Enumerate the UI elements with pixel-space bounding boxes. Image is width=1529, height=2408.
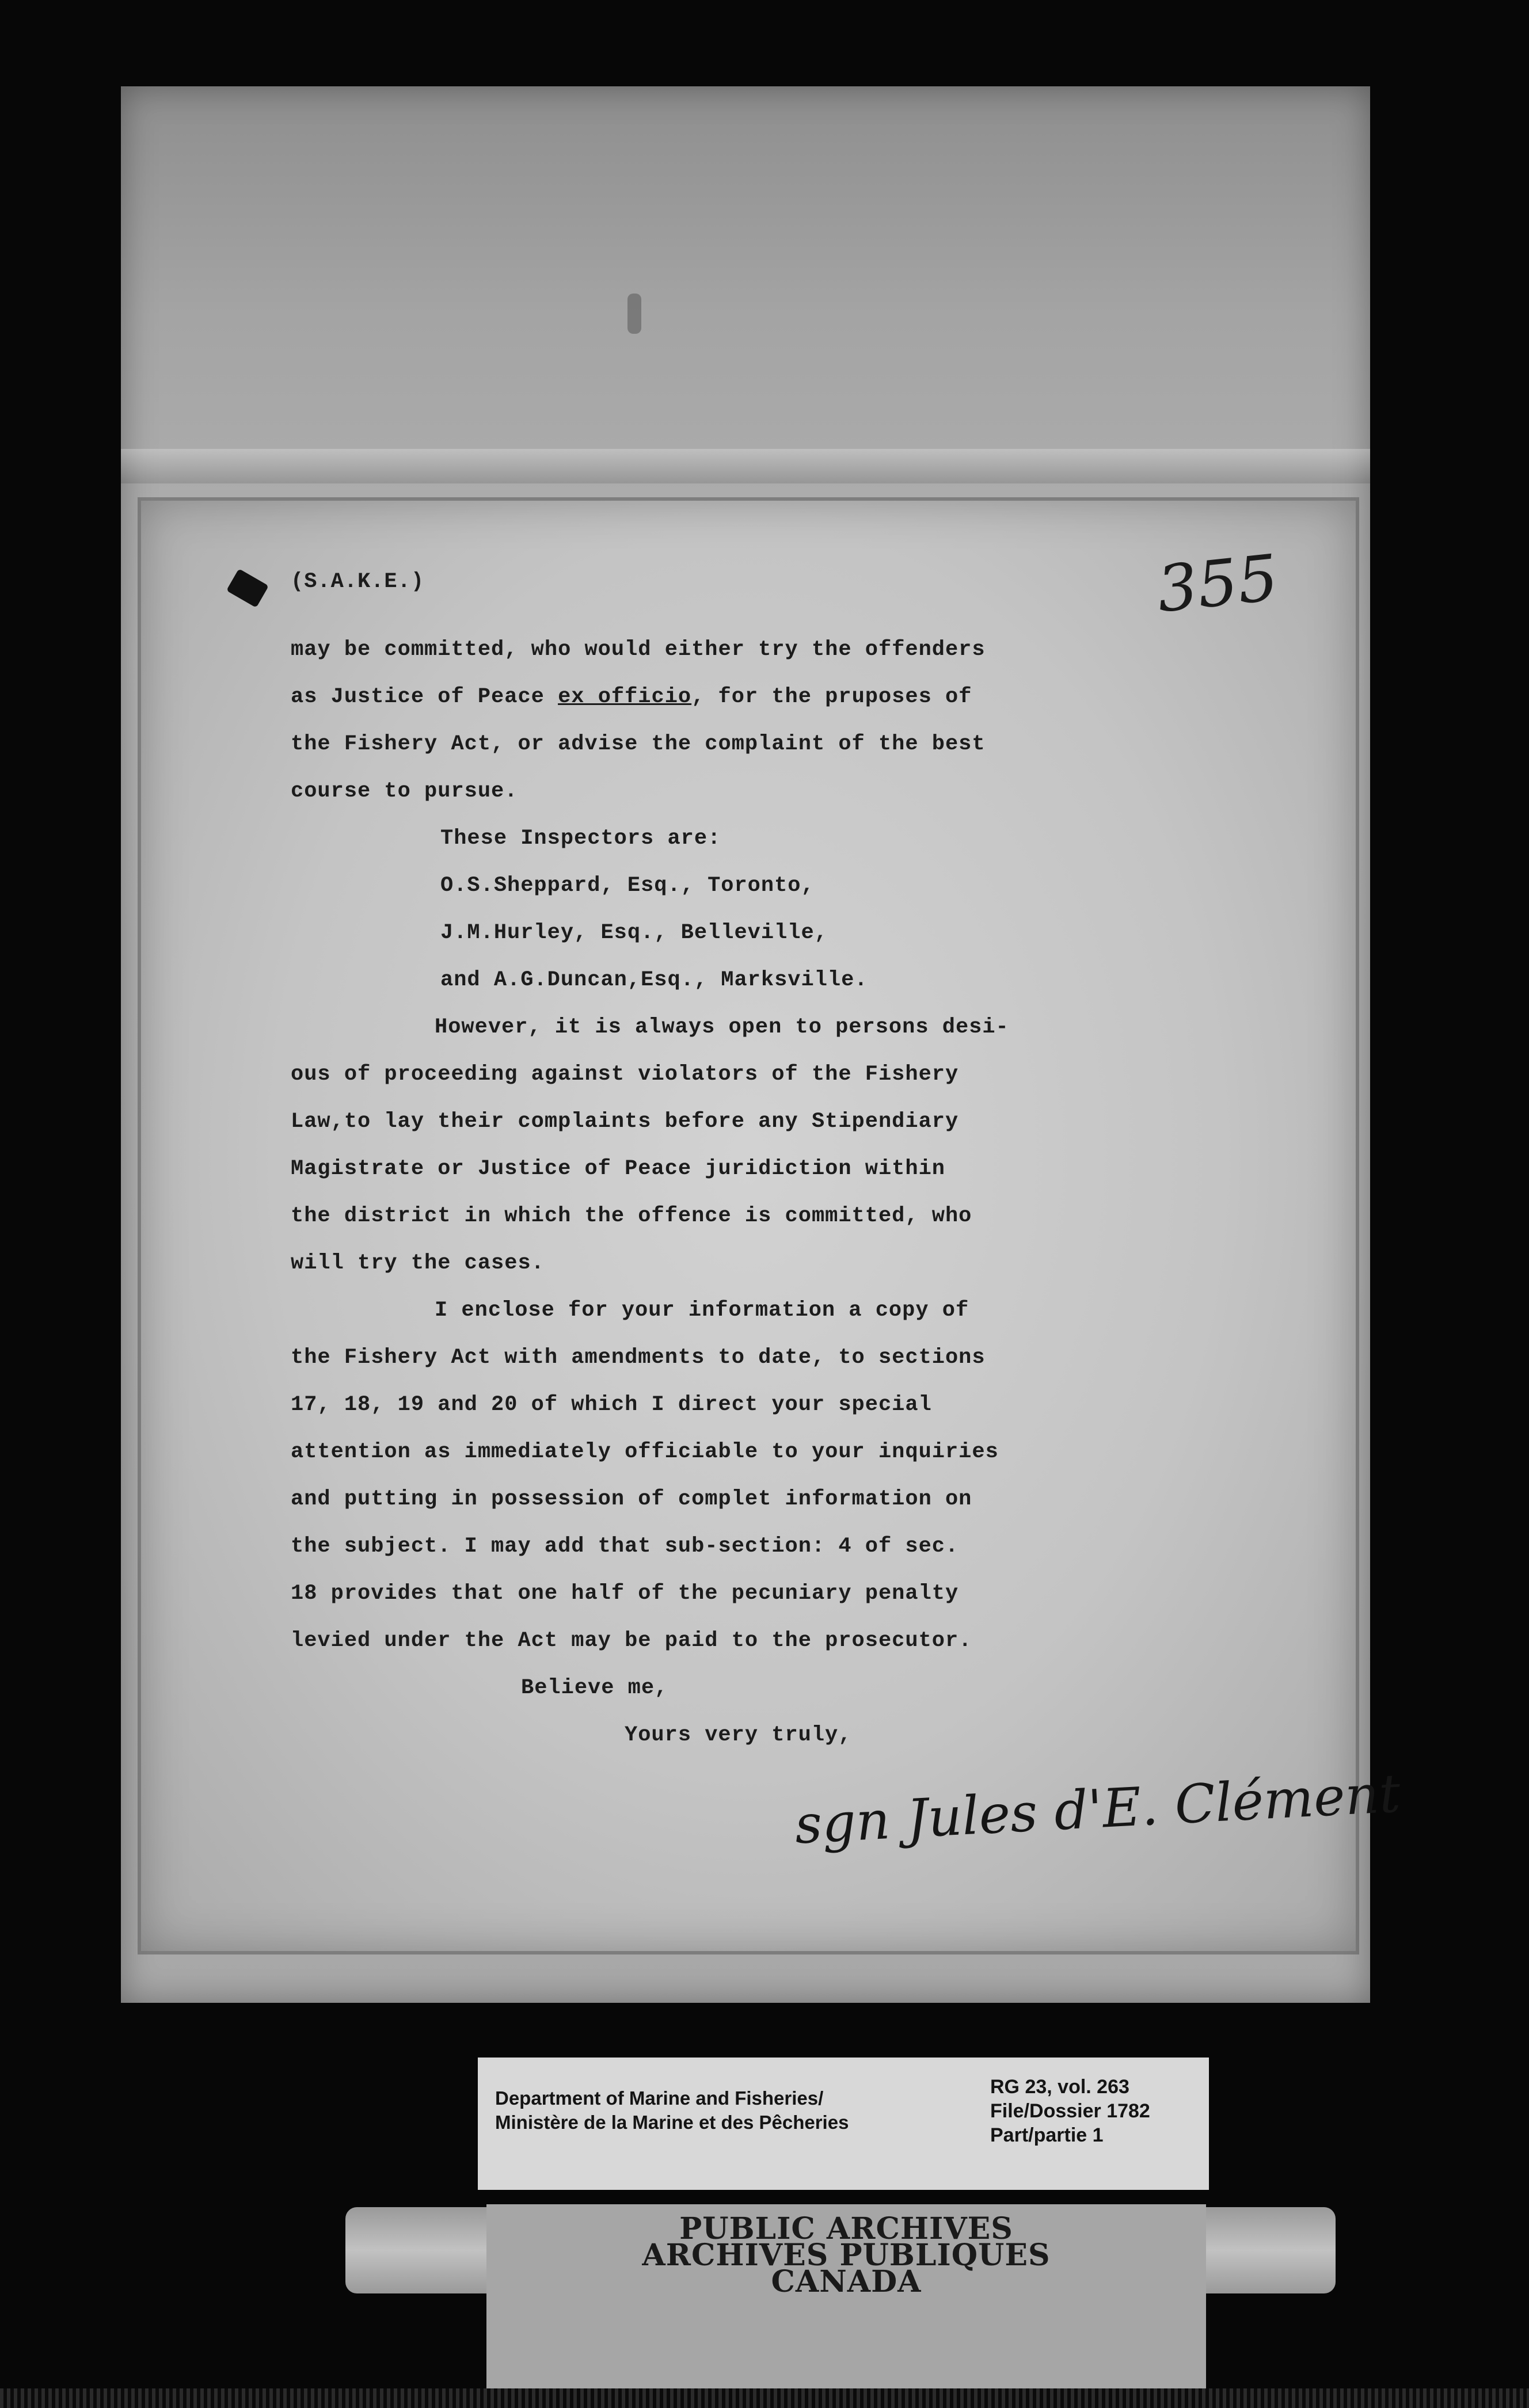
- inspector-entry: and A.G.Duncan,Esq., Marksville.: [440, 968, 868, 992]
- letter-line: levied under the Act may be paid to the prosecutor.: [291, 1629, 972, 1653]
- letter-line: However, it is always open to persons desi-: [435, 1015, 1009, 1039]
- sheet-fold: [121, 449, 1370, 483]
- letter-line: and putting in possession of complet information on: [291, 1487, 972, 1511]
- letter-line: 18 provides that one half of the pecuniary penalty: [291, 1582, 959, 1606]
- folio-number: 355: [1153, 540, 1282, 627]
- letter-line: ous of proceeding against violators of the Fishery: [291, 1062, 959, 1087]
- stamp-line: ARCHIVES PUBLIQUES: [642, 2238, 1051, 2273]
- inspector-entry: J.M.Hurley, Esq., Belleville,: [440, 921, 828, 945]
- letter-line: Law,to lay their complaints before any Stipendiary: [291, 1110, 959, 1134]
- letter-line: 17, 18, 19 and 20 of which I direct your special: [291, 1393, 932, 1417]
- letter-reference: (S.A.K.E.): [291, 570, 425, 594]
- letter-line: Magistrate or Justice of Peace juridiction within: [291, 1157, 945, 1181]
- department-fr: Ministère de la Marine et des Pêcheries: [495, 2112, 849, 2133]
- paper-mark: [627, 294, 641, 334]
- letter-line: the Fishery Act with amendments to date, to sections: [291, 1346, 986, 1370]
- part-number: Part/partie 1: [990, 2124, 1104, 2146]
- inspector-entry: O.S.Sheppard, Esq., Toronto,: [440, 874, 815, 898]
- archive-department: [495, 2086, 849, 2135]
- letter-body: [291, 558, 1269, 1759]
- letter-line: course to pursue.: [291, 779, 518, 803]
- department-en: Department of Marine and Fisheries/: [495, 2087, 824, 2109]
- letter-line: These Inspectors are:: [440, 826, 721, 851]
- archive-reference: [990, 2075, 1150, 2147]
- archive-label: [478, 2058, 1209, 2190]
- underlined-phrase: ex officio: [558, 685, 692, 709]
- file-number: File/Dossier 1782: [990, 2100, 1150, 2122]
- stamp-line: CANADA: [771, 2264, 922, 2299]
- archives-stamp: [486, 2204, 1206, 2388]
- record-group: RG 23, vol. 263: [990, 2076, 1129, 2098]
- letter-line: the subject. I may add that sub-section: 4 of sec.: [291, 1534, 959, 1559]
- handwritten-signature: sgn Jules d'E. Clément: [793, 1762, 1402, 1856]
- letter-line: may be committed, who would either try the offenders: [291, 638, 986, 662]
- letter-line: the district in which the offence is committed, who: [291, 1204, 972, 1228]
- letter-line: the Fishery Act, or advise the complaint of the best: [291, 732, 986, 756]
- closing-salutation: Believe me,: [521, 1676, 668, 1700]
- letter-line-start: as Justice of Peace: [291, 685, 558, 709]
- letter-line: will try the cases.: [291, 1251, 545, 1275]
- stamp-line: PUBLIC ARCHIVES: [679, 2211, 1013, 2246]
- letter-line-end: , for the pruposes of: [691, 685, 972, 709]
- letter-line: attention as immediately officiable to your inquiries: [291, 1440, 999, 1464]
- letter-line: [291, 673, 1269, 721]
- letter-page: [141, 501, 1356, 1951]
- film-edge-strip: [0, 2388, 1529, 2408]
- closing-valediction: Yours very truly,: [625, 1723, 852, 1747]
- letter-line: I enclose for your information a copy of: [435, 1298, 969, 1323]
